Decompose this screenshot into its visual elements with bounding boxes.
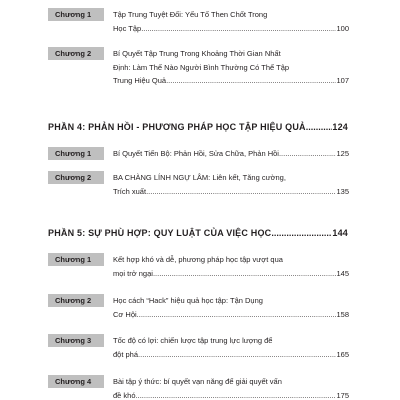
page-number: 107 <box>336 76 349 85</box>
chapter-title <box>113 147 349 161</box>
dot-leader <box>146 185 336 199</box>
chapter-title-line: mọi trở ngại <box>113 268 153 278</box>
chapter-title-line: Tốc độ có lợi: chiến lược tập trung lực lượng để <box>113 336 273 345</box>
chapter-title-line: đề khó <box>113 390 136 400</box>
chapter-title-line: đột phá <box>113 349 139 359</box>
chapter-title-line: Bí Quyết Tiến Bộ: Phản Hồi, Sửa Chữa, Phản Hồi <box>113 149 279 158</box>
chapter-title-line: Trích xuất <box>113 186 147 196</box>
chapter-title-line: Học Tập <box>113 23 142 33</box>
page-number: 145 <box>336 268 349 278</box>
chapter-label: Chương 2 <box>48 171 104 184</box>
dot-leader <box>138 348 336 362</box>
chapter-title-line: Tập Trung Tuyệt Đối: Yếu Tố Then Chốt Trong <box>113 10 268 19</box>
chapter-title <box>113 171 349 198</box>
chapter-title <box>113 294 349 321</box>
dot-leader <box>306 122 333 132</box>
dot-leader <box>153 267 337 281</box>
page-number: 100 <box>336 23 349 33</box>
dot-leader <box>137 308 337 322</box>
dot-leader <box>271 228 332 238</box>
chapter-label: Chương 1 <box>48 147 104 160</box>
page-number: 135 <box>336 186 349 196</box>
chapter-label: Chương 1 <box>48 253 104 266</box>
part-heading[interactable] <box>48 228 348 238</box>
dot-leader <box>136 389 337 400</box>
chapter-label: Chương 4 <box>48 375 104 388</box>
chapter-title-line: Bí Quyết Tập Trung Trong Khoảng Thời Gian Nhất <box>113 49 281 58</box>
chapter-title <box>113 8 349 35</box>
chapter-label: Chương 2 <box>48 294 104 307</box>
chapter-title-line: Định: Làm Thế Nào Người Bình Thường Có Thể Tập <box>113 62 290 72</box>
chapter-title-line: Học cách “Hack” hiệu quả học tập: Tận Dụng <box>113 296 263 305</box>
page-number: 144 <box>332 228 348 238</box>
chapter-title-line: Bài tập ý thức: bí quyết vạn năng để giải quyết vấn <box>113 377 282 386</box>
chapter-title <box>113 334 349 361</box>
dot-leader <box>166 74 336 88</box>
chapter-label: Chương 1 <box>48 8 104 21</box>
chapter-title <box>113 253 349 280</box>
chapter-label: Chương 2 <box>48 47 104 60</box>
page-number: 124 <box>332 122 348 132</box>
chapter-title-line: Trung Hiệu Quả <box>113 76 167 85</box>
chapter-title <box>113 375 349 400</box>
chapter-title <box>113 47 349 88</box>
page-number: 175 <box>336 390 349 400</box>
part-title: PHẦN 4: PHẢN HỒI - PHƯƠNG PHÁP HỌC TẬP HIỆU QUẢ <box>48 122 306 132</box>
page-number: 158 <box>336 309 349 319</box>
chapter-label: Chương 3 <box>48 334 104 347</box>
page-number: 165 <box>336 349 349 359</box>
chapter-title-line: BA CHÀNG LÍNH NGỰ LÂM: Liên kết, Tăng cường, <box>113 173 286 182</box>
chapter-title-line: Kết hợp khó và dễ, phương pháp học tập vượt qua <box>113 255 283 264</box>
part-heading[interactable] <box>48 122 348 132</box>
dot-leader <box>279 147 337 161</box>
chapter-title-line: Cơ Hội <box>113 309 137 319</box>
page-number: 125 <box>336 149 349 158</box>
part-title: PHẦN 5: SỰ PHÙ HỢP: QUY LUẬT CỦA VIỆC HỌC <box>48 228 272 238</box>
dot-leader <box>141 22 336 36</box>
